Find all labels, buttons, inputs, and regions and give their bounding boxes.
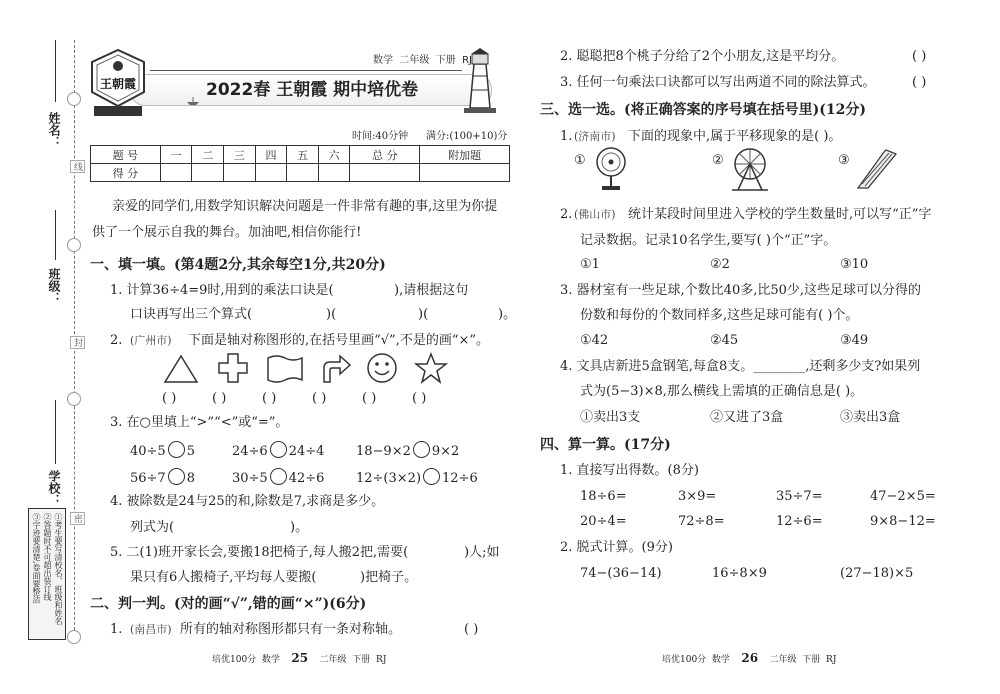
judge-q3-text: 3. 任何一句乘法口诀都可以写出两道不同的除法算式。 (560, 75, 876, 90)
score-cell[interactable] (420, 164, 510, 182)
q5-text: )把椅子。 (360, 570, 418, 585)
part4-heading: 四、算一算。(17分) (540, 437, 671, 453)
q1-text: )。 (498, 307, 517, 322)
part3-heading: 三、选一选。(将正确答案的序号填在括号里)(12分) (540, 102, 866, 118)
answer-paren[interactable]: ( ) (464, 622, 479, 637)
boat-icon (186, 96, 200, 106)
cross-shape (217, 352, 249, 384)
option-marker[interactable]: ① (574, 153, 586, 168)
calc-item[interactable]: 16÷8×9 (712, 566, 767, 581)
calc-item[interactable]: 72÷8= (678, 514, 725, 529)
choice-q2-prefix: 2. (560, 207, 573, 222)
answer-paren[interactable]: ( ) (262, 391, 277, 406)
option-marker[interactable]: ③ (838, 153, 850, 168)
q1-text: )( (326, 307, 337, 322)
compare-item: 40÷5 5 (130, 441, 195, 458)
notice-box (28, 508, 66, 640)
meta-grade: 二年级 (399, 55, 430, 66)
turn-arrow-shape (320, 354, 352, 384)
score-table (90, 145, 510, 182)
score-table-header: 总 分 (350, 146, 420, 164)
header-rule (150, 70, 462, 71)
choice-q3-text: 份数和每份的个数同样多,这些足球可能有( )个。 (580, 308, 859, 323)
intro-line: 亲爱的同学们,用数学知识解决问题是一件非常有趣的事,这里为你提 (112, 199, 498, 214)
answer-paren[interactable]: ( ) (412, 391, 427, 406)
footer-left: 培优100分 数学 25 二年级 下册 RJ (212, 651, 387, 665)
meta-subject: 数学 (373, 55, 393, 66)
score-cell[interactable] (160, 164, 192, 182)
choice-option[interactable]: ②又进了3盒 (710, 410, 784, 425)
answer-paren[interactable]: ( ) (162, 391, 177, 406)
calc-item[interactable]: 35÷7= (776, 489, 823, 504)
q1-text: 口诀再写出三个算式( (130, 307, 253, 322)
choice-q4-text: 式为(5−3)×8,那么横线上需填的正确信息是( )。 (580, 384, 864, 399)
score-cell[interactable] (350, 164, 420, 182)
calc-item[interactable]: 74−(36−14) (580, 566, 662, 581)
q4-text: )。 (290, 520, 309, 535)
judge-q2-text: 2. 聪聪把8个桃子分给了2个小朋友,这是平均分。 (560, 49, 845, 64)
score-table-header: 五 (287, 146, 319, 164)
choice-option[interactable]: ③卖出3盒 (840, 410, 901, 425)
calc-item[interactable]: 12÷6= (776, 514, 823, 529)
binding-hole (67, 238, 81, 252)
binding-word: 密 (70, 512, 85, 525)
choice-q1-tag: (济南市) (574, 130, 616, 143)
q3-text: 3. 在○里填上“>”“<”或“=”。 (110, 415, 289, 430)
compare-item: 30÷5 42÷6 (232, 468, 324, 485)
header-meta (373, 56, 472, 66)
score-table-row-label: 得 分 (91, 164, 161, 182)
q4-text: 列式为( (130, 520, 175, 535)
score-table-header: 题 号 (91, 146, 161, 164)
compare-circle[interactable] (168, 441, 185, 458)
class-write-line (55, 210, 56, 260)
meta-edition: RJ (462, 55, 472, 66)
score-table-header: 附加题 (420, 146, 510, 164)
compare-item: 56÷7 8 (130, 468, 195, 485)
choice-option[interactable]: ①42 (580, 333, 609, 348)
choice-q2-text: 统计某段时间里进入学校的学生数量时,可以写“正”字 (628, 207, 932, 222)
notice-line: ①考生要写清校名、班级和姓名 (54, 513, 63, 625)
escalator-icon (856, 146, 898, 192)
binding-hole (67, 630, 81, 644)
score-cell[interactable] (255, 164, 287, 182)
part1-heading: 一、填一填。(第4题2分,其余每空1分,共20分) (90, 257, 386, 273)
school-write-line (55, 400, 56, 464)
notice-line: ②答题时不可超出装订线 (43, 513, 52, 601)
flag-shape (266, 354, 304, 384)
choice-q2-text: 记录数据。记录10名学生,要写( )个“正”字。 (580, 233, 837, 248)
answer-paren[interactable]: ( ) (912, 49, 927, 64)
judge-q1-prefix: 1. (110, 622, 123, 637)
calc-item[interactable]: (27−18)×5 (840, 566, 914, 581)
triangle-shape (163, 354, 199, 384)
intro-line: 供了一个展示自我的舞台。加油吧,相信你能行! (92, 225, 362, 240)
compare-circle[interactable] (413, 441, 430, 458)
q2-text: 下面是轴对称图形的,在括号里画“√”,不是的画“×”。 (188, 333, 490, 348)
choice-option[interactable]: ③49 (840, 333, 869, 348)
q1-text: ),请根据这句 (394, 283, 469, 298)
judge-q1-text: 所有的轴对称图形都只有一条对称轴。 (180, 622, 402, 637)
calc-item[interactable]: 18÷6= (580, 489, 627, 504)
q5-text: 5. 二(1)班开家长会,要搬18把椅子,每人搬2把,需要( (110, 545, 409, 560)
score-cell[interactable] (224, 164, 256, 182)
score-table-header: 三 (224, 146, 256, 164)
answer-paren[interactable]: ( ) (912, 75, 927, 90)
q5-text: )人;如 (464, 545, 500, 560)
choice-option[interactable]: ②45 (710, 333, 739, 348)
choice-q2-tag: (佛山市) (574, 208, 616, 221)
binding-hole (67, 392, 81, 406)
q5-text: 果只有6人搬椅子,平均每人要搬( (130, 570, 317, 585)
answer-paren[interactable]: ( ) (362, 391, 377, 406)
choice-option[interactable]: ③10 (840, 257, 869, 272)
score-table-header: 四 (255, 146, 287, 164)
logo-text: 王朝霞 (99, 77, 137, 91)
judge-q1-tag: (南昌市) (130, 623, 172, 636)
ferris-wheel-icon (728, 146, 772, 192)
class-label: 班级： (47, 268, 61, 304)
score-cell[interactable] (192, 164, 224, 182)
choice-q4-text: 4. 文具店新进5盒钢笔,每盒8支。________,还剩多少支?如果列 (560, 359, 921, 374)
choice-option[interactable]: ②2 (710, 257, 730, 272)
time-info: 时间:40分钟 (352, 131, 409, 142)
notice-line: ③字迹要清楚,卷面要整洁 (32, 513, 41, 604)
compare-item: 18−9×2 9×2 (356, 441, 459, 458)
option-marker[interactable]: ② (712, 153, 724, 168)
score-info: 满分:(100+10)分 (426, 131, 508, 142)
q1-text: 1. 计算36÷4=9时,用到的乘法口诀是( (110, 283, 334, 298)
score-cell[interactable] (287, 164, 319, 182)
q1-text: )( (418, 307, 429, 322)
page-title: 2022春 王朝霞 期中培优卷 (206, 80, 419, 100)
school-label: 学校： (47, 470, 61, 506)
compare-circle[interactable] (423, 468, 440, 485)
score-table-header: 一 (160, 146, 192, 164)
score-table-header: 六 (318, 146, 350, 164)
choice-option[interactable]: ①1 (580, 257, 600, 272)
calc-q2-text: 2. 脱式计算。(9分) (560, 540, 673, 555)
binding-word: 封 (70, 336, 85, 349)
calc-item[interactable]: 47−2×5= (870, 489, 936, 504)
answer-paren[interactable]: ( ) (312, 391, 327, 406)
calc-q1-text: 1. 直接写出得数。(8分) (560, 463, 699, 478)
score-table-header: 二 (192, 146, 224, 164)
binding-hole (67, 92, 81, 106)
compare-circle[interactable] (270, 468, 287, 485)
calc-item[interactable]: 3×9= (678, 489, 717, 504)
compare-circle[interactable] (270, 441, 287, 458)
q2-region-tag: (广州市) (130, 334, 172, 347)
q2-prefix: 2. (110, 333, 123, 348)
binding-word: 线 (70, 160, 85, 173)
score-cell[interactable] (318, 164, 350, 182)
q4-text: 4. 被除数是24与25的和,除数是7,求商是多少。 (110, 494, 385, 509)
compare-item: 24÷6 24÷4 (232, 441, 324, 458)
name-label: 姓名： (47, 112, 61, 148)
calc-item[interactable]: 9×8−12= (870, 514, 936, 529)
compare-item: 12÷(3×2) 12÷6 (356, 468, 478, 485)
meta-volume: 下册 (435, 55, 456, 66)
choice-q1-text: 下面的现象中,属于平移现象的是( )。 (628, 129, 842, 144)
footer-right: 培优100分 数学 26 二年级 下册 RJ (662, 651, 837, 665)
compare-circle[interactable] (168, 468, 185, 485)
wangzhaoxia-logo (86, 48, 150, 124)
answer-paren[interactable]: ( ) (212, 391, 227, 406)
page-number: 26 (741, 651, 759, 665)
fan-icon (592, 146, 630, 192)
name-write-line (55, 40, 56, 102)
calc-item[interactable]: 20÷4= (580, 514, 627, 529)
choice-option[interactable]: ①卖出3支 (580, 410, 641, 425)
smiley-shape (366, 352, 398, 384)
star-shape (414, 352, 448, 384)
part2-heading: 二、判一判。(对的画“√”,错的画“×”)(6分) (90, 596, 367, 612)
page-number: 25 (291, 651, 309, 665)
choice-q3-text: 3. 器材室有一些足球,个数比40多,比50少,这些足球可以分得的 (560, 283, 922, 298)
choice-q1-prefix: 1. (560, 129, 573, 144)
